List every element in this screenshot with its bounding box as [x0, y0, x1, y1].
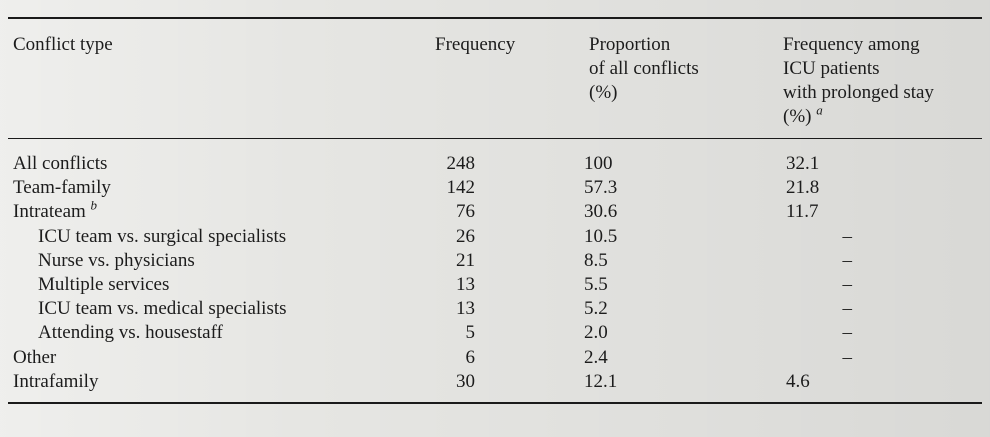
row-proportion: 30.6: [584, 201, 618, 223]
footnote-marker: b: [90, 198, 98, 214]
table-bottom-rule: [8, 402, 982, 404]
row-proportion: 5.5: [584, 273, 608, 295]
row-frequency: 248: [446, 153, 475, 174]
row-label: Other: [13, 346, 57, 368]
row-proportion: 5.2: [584, 298, 608, 320]
row-label: Team-family: [13, 177, 111, 199]
table-row: [0, 176, 990, 200]
row-label: Intrafamily: [13, 370, 99, 392]
row-frequency: 30: [456, 370, 475, 392]
header-conflict-type: Conflict type: [13, 34, 113, 55]
table-row: [0, 200, 990, 224]
footnote-marker: a: [816, 102, 823, 118]
row-icu-frequency: 21.8: [786, 177, 820, 199]
row-proportion: 12.1: [584, 370, 618, 392]
row-frequency: 6: [465, 346, 475, 368]
row-icu-frequency: –: [842, 249, 852, 271]
row-proportion: 8.5: [584, 249, 608, 271]
row-frequency: 13: [456, 273, 475, 295]
row-label: ICU team vs. surgical specialists: [38, 225, 287, 247]
row-label: Multiple services: [38, 273, 170, 295]
table-row: [0, 152, 990, 176]
table-row: [0, 249, 990, 273]
row-proportion: 2.0: [584, 322, 608, 344]
table-header-rule: [8, 138, 982, 139]
row-frequency: 21: [456, 249, 475, 271]
row-icu-frequency: –: [842, 346, 852, 368]
row-icu-frequency: 11.7: [786, 201, 819, 223]
header-frequency: Frequency: [435, 34, 516, 55]
row-label: Intrateam $^b$: [13, 198, 98, 223]
row-frequency: 142: [446, 177, 475, 199]
row-proportion: 2.4: [584, 346, 608, 368]
table-row: [0, 225, 990, 249]
row-icu-frequency: –: [842, 298, 852, 320]
row-frequency: 26: [456, 225, 475, 247]
row-proportion: 10.5: [584, 225, 618, 247]
table-row: [0, 297, 990, 321]
table-row: [0, 273, 990, 297]
table-body: [0, 152, 990, 394]
row-label: Attending vs. housestaff: [38, 322, 223, 344]
table-row: [0, 370, 990, 394]
table-row: [0, 321, 990, 345]
row-frequency: 5: [465, 322, 475, 344]
row-label: All conflicts: [13, 153, 108, 174]
table-row: [0, 346, 990, 370]
row-icu-frequency: –: [842, 225, 852, 247]
table-top-rule: [8, 17, 982, 19]
row-frequency: 13: [456, 298, 475, 320]
header-icu-frequency: Frequency among ICU patients with prolonged stay (%) $^a$: [783, 34, 934, 127]
row-label: ICU team vs. medical specialists: [38, 298, 287, 320]
header-proportion: Proportion of all conflicts (%): [589, 34, 699, 103]
row-proportion: 57.3: [584, 177, 618, 199]
row-frequency: 76: [456, 201, 475, 223]
row-icu-frequency: –: [842, 273, 852, 295]
row-icu-frequency: –: [842, 322, 852, 344]
row-icu-frequency: 4.6: [786, 370, 810, 392]
row-proportion: 100: [584, 153, 613, 174]
row-label: Nurse vs. physicians: [38, 249, 195, 271]
row-icu-frequency: 32.1: [786, 153, 820, 174]
